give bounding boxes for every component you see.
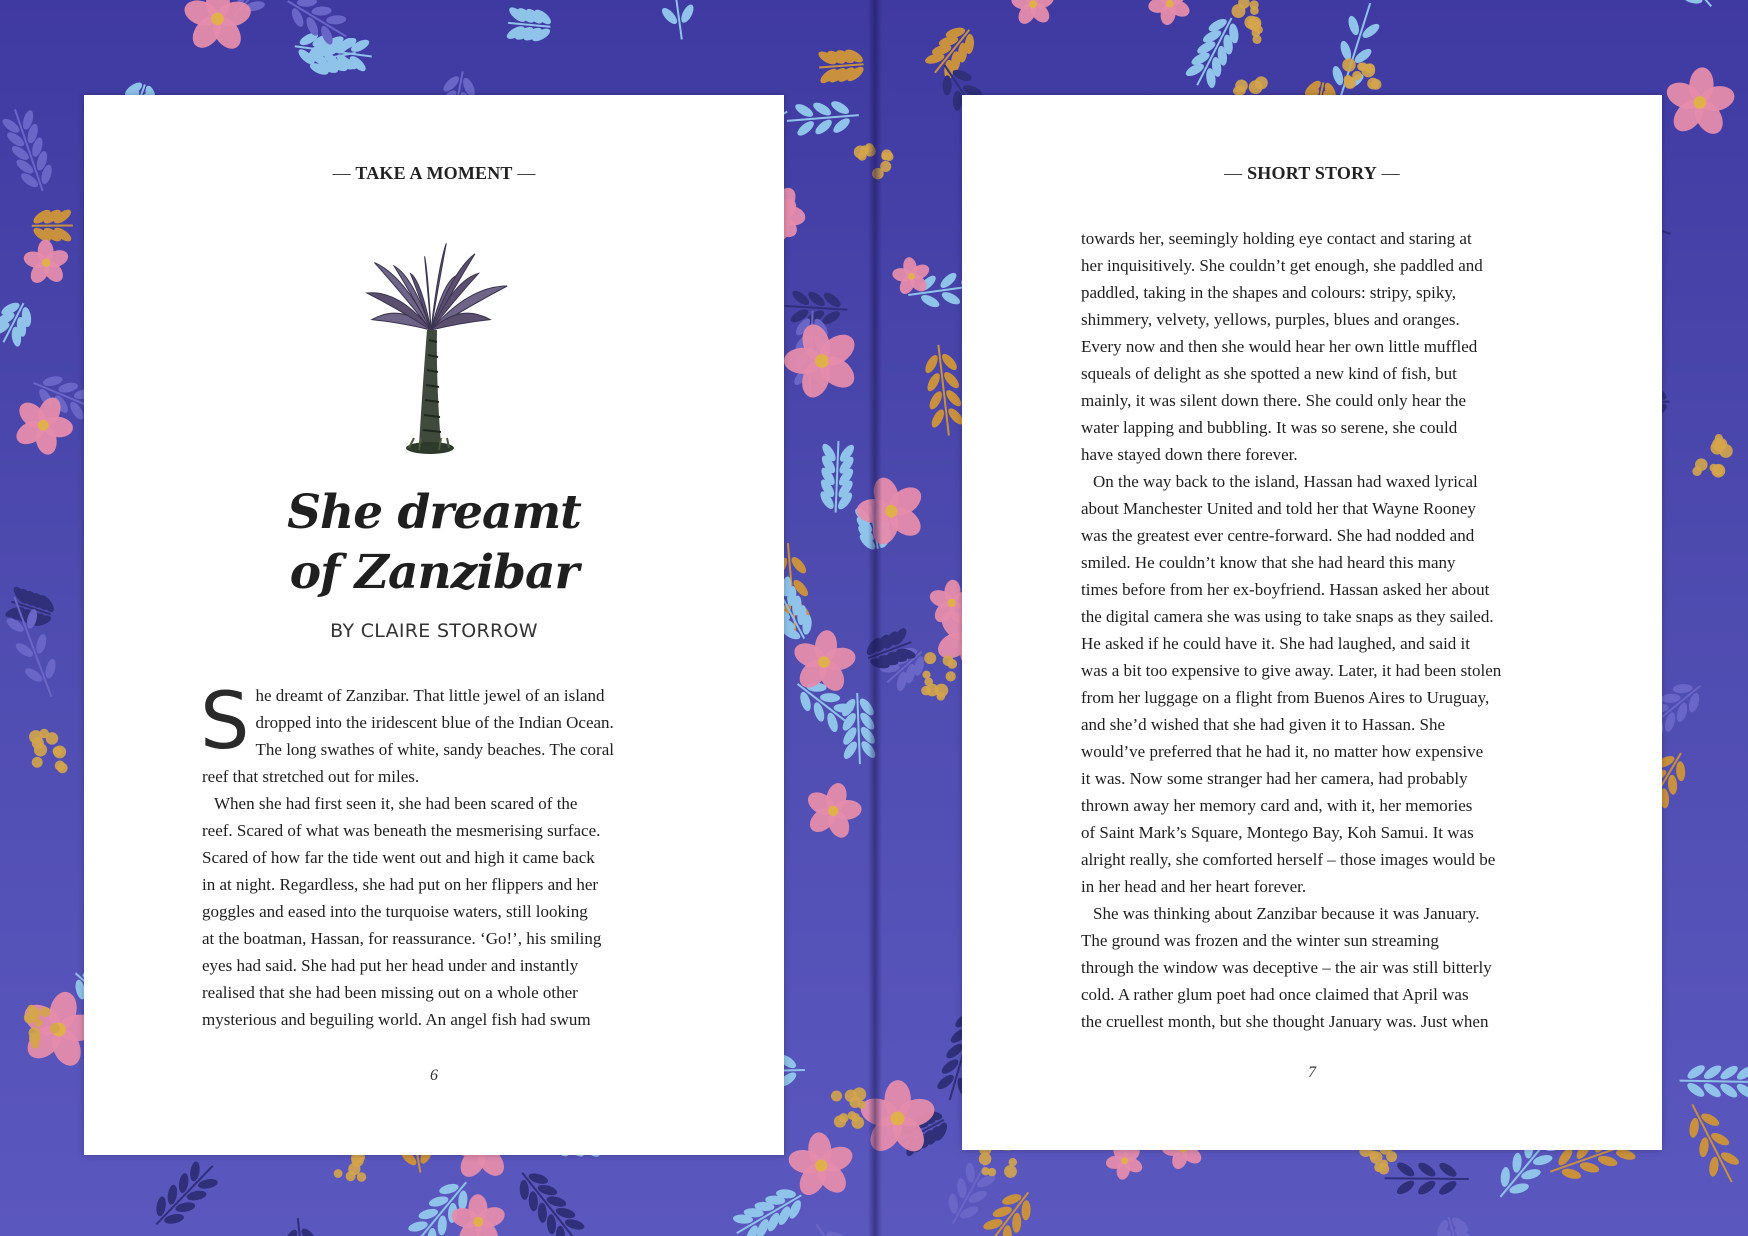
paragraph [1081, 468, 1641, 900]
text-line: towards her, seemingly holding eye contact and staring at [1081, 229, 1472, 248]
text-line: about Manchester United and told her that Wayne Rooney [1081, 499, 1476, 518]
text-line: eyes had said. She had put her head under and instantly [202, 956, 579, 975]
text-line: squeals of delight as she spotted a new kind of fish, but [1081, 364, 1457, 383]
palm-tree-icon [319, 230, 549, 460]
section-label: — TAKE A MOMENT — [332, 163, 536, 183]
text-line: When she had first seen it, she had been scared of the [214, 794, 578, 813]
text-line: dropped into the iridescent blue of the Indian Ocean. [255, 713, 614, 732]
text-line: mysterious and beguiling world. An angel fish had swum [202, 1010, 591, 1029]
text-line: it was. Now some stranger had her camera, had probably [1081, 769, 1468, 788]
text-line: Scared of how far the tide went out and high it came back [202, 848, 595, 867]
text-line: On the way back to the island, Hassan had waxed lyrical [1093, 472, 1478, 491]
spine-gutter [868, 0, 882, 1236]
text-line: shimmery, velvety, yellows, purples, blues and oranges. [1081, 310, 1460, 329]
text-line: and she’d wished that she had given it to Hassan. She [1081, 715, 1446, 734]
text-line: reef that stretched out for miles. [202, 767, 420, 786]
text-line: water lapping and bubbling. It was so serene, she could [1081, 418, 1458, 437]
right-body-text [1081, 225, 1641, 1035]
paragraph [1081, 225, 1641, 468]
paragraph [202, 790, 762, 1033]
text-line: her inquisitively. She couldn’t get enough, she paddled and [1081, 256, 1483, 275]
text-line: times before from her ex-boyfriend. Hassan asked her about [1081, 580, 1490, 599]
text-line: alright really, she comforted herself – those images would be [1081, 850, 1496, 869]
text-line: She was thinking about Zanzibar because it was January. [1093, 904, 1480, 923]
text-line: paddled, taking in the shapes and colours: stripy, spiky, [1081, 283, 1457, 302]
story-title-line-2: of Zanzibar [289, 545, 579, 600]
text-line: the digital camera she was using to take snaps as they sailed. [1081, 607, 1494, 626]
text-line: mainly, it was silent down there. She could only hear the [1081, 391, 1467, 410]
text-line: have stayed down there forever. [1081, 445, 1298, 464]
text-line: smiled. He couldn’t know that she had heard this many [1081, 553, 1456, 572]
section-label-text: TAKE A MOMENT [355, 163, 513, 183]
text-line: Every now and then she would hear her own little muffled [1081, 337, 1478, 356]
section-label: — SHORT STORY — [1224, 163, 1400, 183]
text-line: cold. A rather glum poet had once claimed that April was [1081, 985, 1469, 1004]
text-line: he dreamt of Zanzibar. That little jewel of an island [255, 686, 605, 705]
drop-cap: S [200, 677, 250, 767]
text-line: would’ve preferred that he had it, no matter how expensive [1081, 742, 1484, 761]
text-line: in at night. Regardless, she had put on her flippers and her [202, 875, 599, 894]
page-number: 6 [430, 1067, 438, 1084]
left-page [84, 95, 784, 1155]
text-line: through the window was deceptive – the air was still bitterly [1081, 958, 1492, 977]
text-line: was the greatest ever centre-forward. She had nodded and [1081, 526, 1475, 545]
text-line: reef. Scared of what was beneath the mesmerising surface. [202, 821, 601, 840]
text-line: The long swathes of white, sandy beaches. The coral [255, 740, 614, 759]
text-line: in her head and her heart forever. [1081, 877, 1307, 896]
author-byline: BY CLAIRE STORROW [330, 620, 538, 642]
text-line: at the boatman, Hassan, for reassurance. ‘Go!’, his smiling [202, 929, 602, 948]
text-line: goggles and eased into the turquoise waters, still looking [202, 902, 588, 921]
text-line: The ground was frozen and the winter sun streaming [1081, 931, 1439, 950]
story-title-line-1: She dreamt [287, 485, 581, 540]
paragraph [1081, 900, 1641, 1035]
left-body-text [200, 677, 762, 1033]
text-line: the cruellest month, but she thought January was. Just when [1081, 1012, 1489, 1031]
story-title [84, 483, 784, 603]
text-line: was a bit too expensive to give away. Later, it had been stolen [1081, 661, 1502, 680]
text-line: of Saint Mark’s Square, Montego Bay, Koh Samui. It was [1081, 823, 1474, 842]
page-number: 7 [1308, 1064, 1316, 1081]
text-line: from her luggage on a flight from Buenos Aires to Uruguay, [1081, 688, 1490, 707]
text-line: realised that she had been missing out on a whole other [202, 983, 578, 1002]
right-page [962, 95, 1662, 1150]
text-line: He asked if he could have it. She had laughed, and said it [1081, 634, 1470, 653]
text-line: thrown away her memory card and, with it, her memories [1081, 796, 1473, 815]
paragraph [200, 677, 762, 790]
section-label-text: SHORT STORY [1247, 163, 1377, 183]
